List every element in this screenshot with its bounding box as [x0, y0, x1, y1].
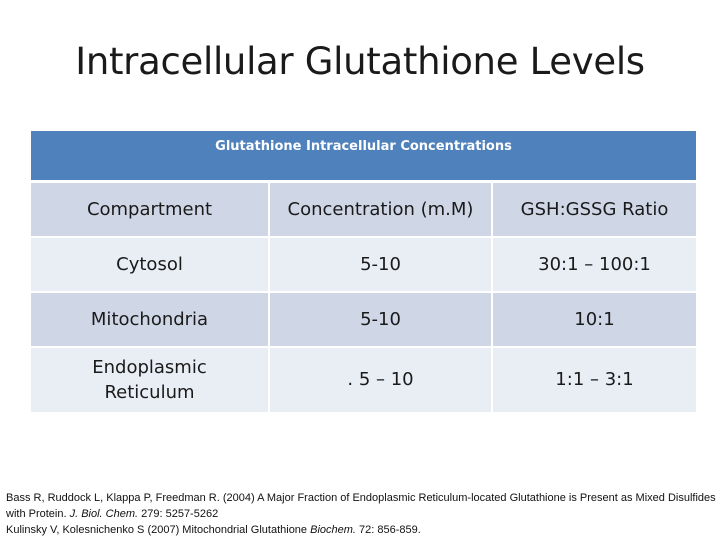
compartment-cell: Cytosol: [31, 238, 270, 293]
reference-journal: Biochem.: [310, 524, 356, 536]
slide-title: Intracellular Glutathione Levels: [75, 40, 645, 83]
table-caption: Glutathione Intracellular Concentrations: [31, 131, 696, 183]
table-header-row: [31, 183, 696, 238]
reference-text: Kulinsky V, Kolesnichenko S (2007) Mitochondrial Glutathione: [6, 524, 308, 536]
column-header-ratio: GSH:GSSG Ratio: [493, 183, 696, 238]
ratio-cell: 10:1: [493, 293, 696, 348]
reference-item: [6, 490, 716, 522]
column-header-compartment: Compartment: [31, 183, 270, 238]
concentration-cell: . 5 – 10: [270, 348, 493, 414]
compartment-cell: Mitochondria: [31, 293, 270, 348]
reference-tail: 279: 5257-5262: [141, 508, 219, 520]
table-row: [31, 238, 696, 293]
references: [6, 490, 716, 538]
concentration-cell: 5-10: [270, 293, 493, 348]
column-header-concentration: Concentration (m.M): [270, 183, 493, 238]
concentration-cell: 5-10: [270, 238, 493, 293]
reference-item: [6, 522, 716, 538]
glutathione-table: [31, 131, 696, 414]
compartment-cell: Endoplasmic Reticulum: [31, 348, 270, 414]
ratio-cell: 30:1 – 100:1: [493, 238, 696, 293]
reference-tail: 72: 856-859.: [359, 524, 421, 536]
reference-journal: J. Biol. Chem.: [69, 508, 139, 520]
ratio-cell: 1:1 – 3:1: [493, 348, 696, 414]
table-row: [31, 293, 696, 348]
reference-text: Bass R, Ruddock L, Klappa P, Freedman R. (2004) A Major Fraction of Endoplasmic Reticulum-located Glutathione is Present as Mixed Disulfides with Protein.: [6, 492, 716, 520]
table-row: [31, 348, 696, 414]
